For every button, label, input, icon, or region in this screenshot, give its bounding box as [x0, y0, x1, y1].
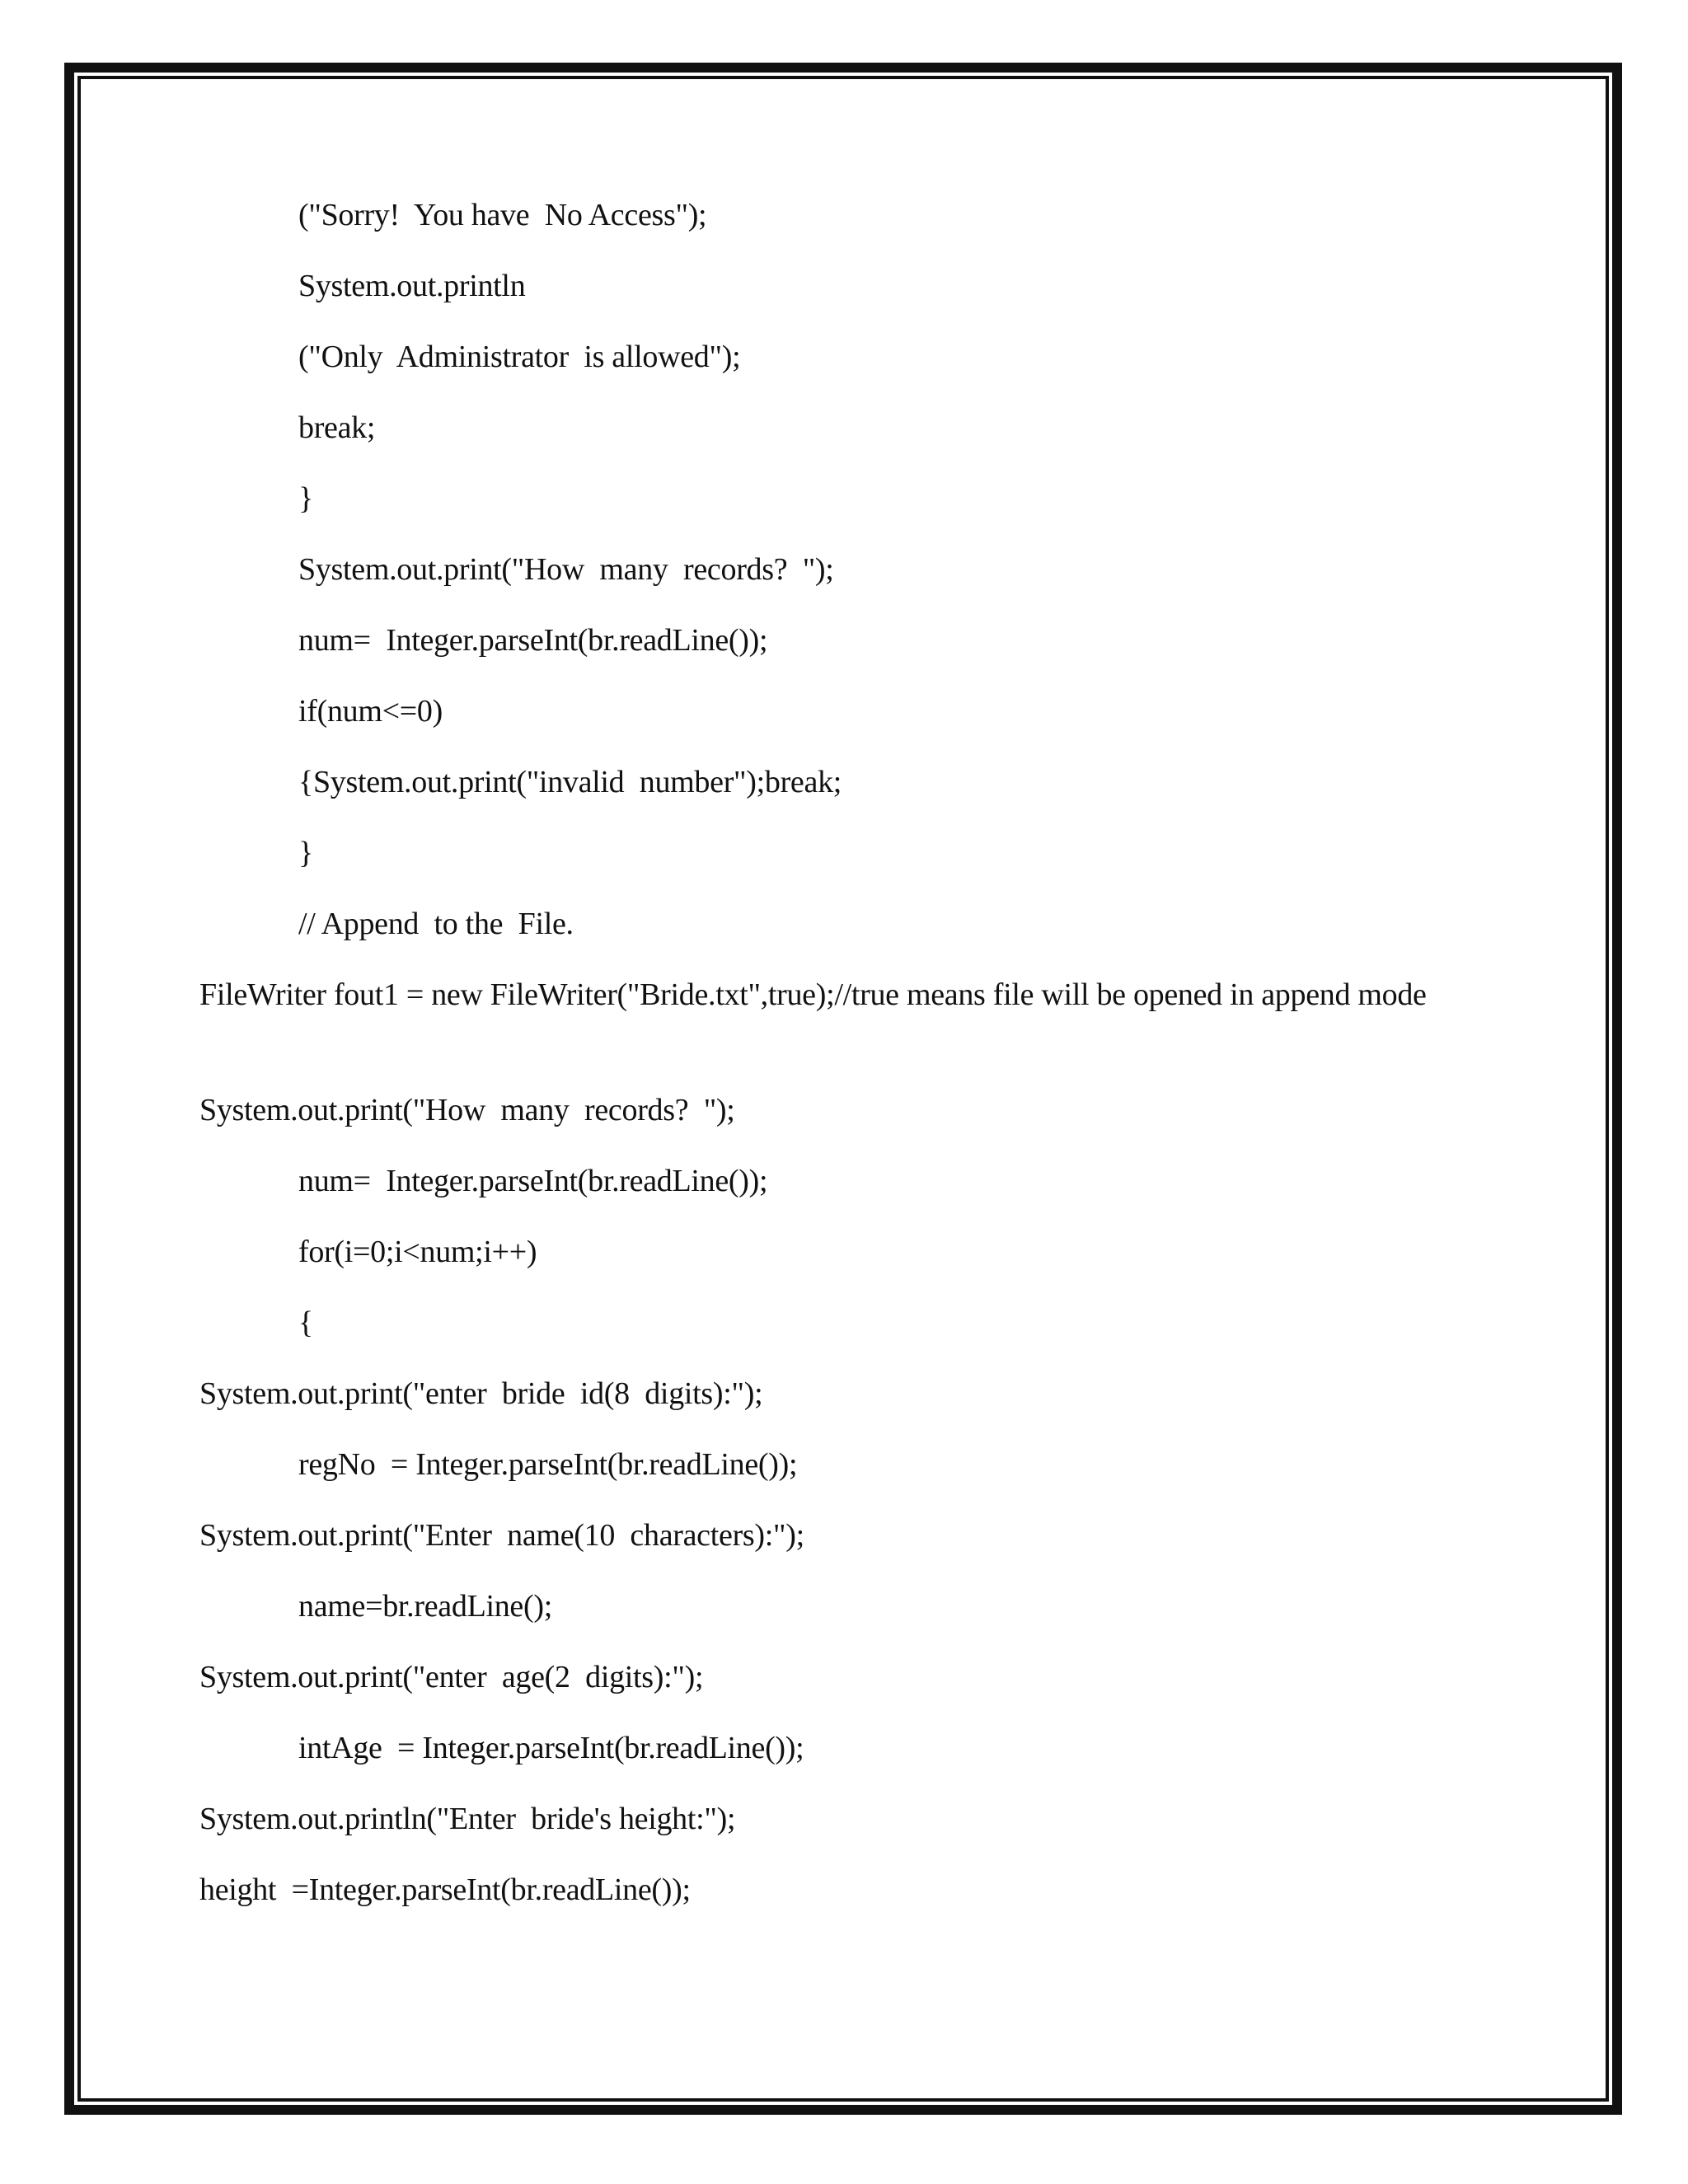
code-line: ("Only Administrator is allowed");: [298, 340, 741, 374]
code-line: if(num<=0): [298, 694, 443, 729]
code-line: System.out.println("Enter bride's height:");: [199, 1802, 736, 1836]
code-line-wrapped: FileWriter fout1 = new FileWriter("Bride.txt",true);//true means file will be opened in append mode: [199, 977, 1427, 1012]
code-line: }: [298, 481, 313, 516]
code-line: for(i=0;i<num;i++): [298, 1235, 537, 1269]
code-line: break;: [298, 410, 376, 445]
code-line: num= Integer.parseInt(br.readLine());: [298, 623, 768, 658]
code-line: num= Integer.parseInt(br.readLine());: [298, 1164, 768, 1198]
code-line: name=br.readLine();: [298, 1589, 552, 1624]
code-line: {: [298, 1305, 313, 1340]
code-line: }: [298, 836, 313, 870]
code-line: System.out.print("enter bride id(8 digits):");: [199, 1376, 763, 1411]
code-line: height =Integer.parseInt(br.readLine());: [199, 1872, 691, 1907]
code-line: intAge = Integer.parseInt(br.readLine());: [298, 1731, 804, 1765]
code-line: System.out.print("Enter name(10 characters):");: [199, 1518, 804, 1553]
code-line: regNo = Integer.parseInt(br.readLine());: [298, 1447, 798, 1482]
code-line: System.out.print("How many records? ");: [199, 1093, 735, 1127]
code-line: ("Sorry! You have No Access");: [298, 198, 707, 232]
code-line: System.out.print("How many records? ");: [298, 552, 834, 587]
code-line: System.out.print("enter age(2 digits):");: [199, 1660, 704, 1694]
code-comment-line: // Append to the File.: [298, 907, 574, 941]
code-line: System.out.println: [298, 269, 526, 303]
code-line: {System.out.print("invalid number");break;: [298, 765, 842, 799]
